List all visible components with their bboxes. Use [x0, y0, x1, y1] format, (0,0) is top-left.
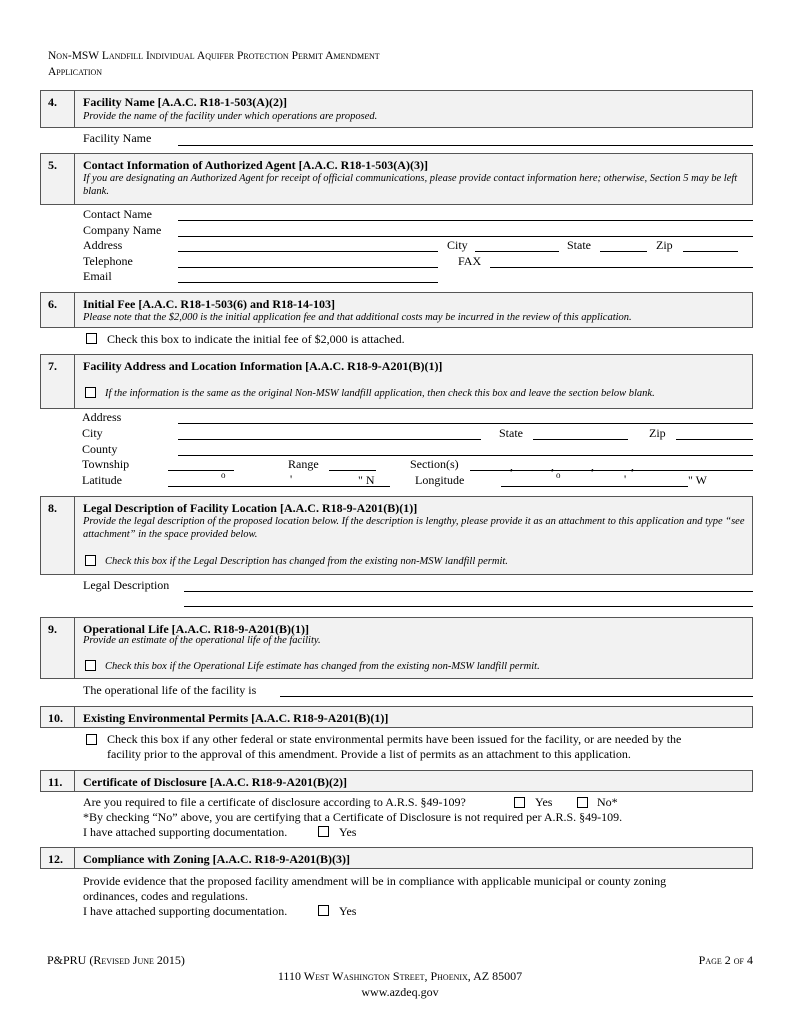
disclosure-no-label: No*	[597, 795, 618, 809]
telephone-label: Telephone	[83, 254, 133, 268]
legal-description-changed-checkbox[interactable]	[85, 555, 96, 566]
section-divider	[74, 355, 75, 408]
section-number: 10.	[48, 711, 63, 725]
address-label: Address	[82, 410, 122, 424]
city-field[interactable]	[475, 251, 559, 252]
longitude-label: Longitude	[415, 473, 465, 487]
section-title: Compliance with Zoning [A.A.C. R18-9-A201(B)(3)]	[83, 852, 350, 866]
section-divider	[74, 707, 75, 727]
disclosure-question: Are you required to file a certificate of disclosure according to A.R.S. §49-109?	[83, 795, 466, 809]
email-label: Email	[83, 269, 112, 283]
section-number: 11.	[48, 775, 63, 789]
section-number: 4.	[48, 95, 57, 109]
section-11-header	[40, 770, 753, 792]
address-label: Address	[83, 238, 123, 252]
county-label: County	[82, 442, 118, 456]
header-title-line2: Application	[48, 66, 103, 78]
section-4-header	[40, 90, 753, 128]
zoning-attached-yes: Yes	[339, 904, 357, 918]
zip-label: Zip	[649, 426, 666, 440]
zoning-text-line1: Provide evidence that the proposed facility amendment will be in compliance with applicable municipal or county zoning	[83, 874, 667, 888]
section-divider	[74, 618, 75, 678]
state-label: State	[567, 238, 591, 252]
longitude-degree-mark: o	[556, 470, 561, 480]
legal-description-field-1[interactable]	[184, 591, 753, 592]
sections-comma: ,	[591, 459, 594, 473]
facility-county-field[interactable]	[178, 455, 753, 456]
zoning-attached-label: I have attached supporting documentation.	[83, 904, 288, 918]
footer-url[interactable]: www.azdeq.gov	[361, 985, 439, 999]
fax-label: FAX	[458, 254, 482, 268]
same-address-checkbox-label: If the information is the same as the original Non-MSW landfill application, then check this box and leave the section below blank.	[105, 388, 655, 399]
disclosure-attached-yes: Yes	[339, 825, 357, 839]
section-8-header	[40, 496, 753, 575]
sections-label: Section(s)	[410, 457, 459, 471]
section-6-header	[40, 292, 753, 328]
section-number: 8.	[48, 501, 57, 515]
section-note: Provide the name of the facility under which operations are proposed.	[83, 111, 378, 122]
city-label: City	[447, 238, 468, 252]
section-divider	[74, 154, 75, 204]
company-name-label: Company Name	[83, 223, 162, 237]
section-title: Facility Name [A.A.C. R18-1-503(A)(2)]	[83, 95, 287, 109]
operational-life-field[interactable]	[280, 696, 753, 697]
section-12-header	[40, 847, 753, 869]
latitude-minute-mark: '	[290, 472, 293, 486]
section-divider	[74, 91, 75, 127]
facility-name-field[interactable]	[178, 145, 753, 146]
section-10-header	[40, 706, 753, 728]
zip-field[interactable]	[683, 251, 738, 252]
section-title: Legal Description of Facility Location [A.A.C. R18-9-A201(B)(1)]	[83, 501, 418, 515]
section-note: If you are designating an Authorized Agent for receipt of official communications, please provide contact information here; otherwise, Section 5 may be left blank.	[83, 173, 738, 197]
disclosure-attached-checkbox[interactable]	[318, 826, 329, 837]
longitude-field[interactable]	[501, 486, 688, 487]
longitude-west: " W	[688, 473, 708, 487]
range-label: Range	[288, 457, 319, 471]
section-divider	[74, 771, 75, 791]
telephone-field[interactable]	[178, 267, 438, 268]
sections-comma: ,	[510, 459, 513, 473]
disclosure-yes-checkbox[interactable]	[514, 797, 525, 808]
latitude-label: Latitude	[82, 473, 122, 487]
footer-address: 1110 West Washington Street, Phoenix, AZ 85007	[277, 969, 523, 983]
legal-description-changed-label: Check this box if the Legal Description has changed from the existing non-MSW landfill permit.	[105, 556, 508, 567]
operational-life-changed-checkbox[interactable]	[85, 660, 96, 671]
section-number: 9.	[48, 622, 57, 636]
latitude-degree-mark: o	[221, 470, 226, 480]
facility-name-label: Facility Name	[83, 131, 152, 145]
section-title: Facility Address and Location Information [A.A.C. R18-9-A201(B)(1)]	[83, 359, 443, 373]
environmental-permits-checkbox[interactable]	[86, 734, 97, 745]
same-address-checkbox[interactable]	[85, 387, 96, 398]
section-title: Initial Fee [A.A.C. R18-1-503(6) and R18-14-103]	[83, 297, 335, 311]
township-label: Township	[82, 457, 130, 471]
sections-comma: ,	[631, 459, 634, 473]
company-name-field[interactable]	[178, 236, 753, 237]
legal-description-field-2[interactable]	[184, 606, 753, 607]
section-number: 5.	[48, 158, 57, 172]
city-label: City	[82, 426, 103, 440]
contact-name-label: Contact Name	[83, 207, 152, 221]
disclosure-no-checkbox[interactable]	[577, 797, 588, 808]
environmental-permits-label-line2: facility prior to the approval of this amendment. Provide a list of permits as an attachment to this application.	[107, 747, 631, 761]
operational-life-label: The operational life of the facility is	[83, 683, 257, 697]
longitude-minute-mark: '	[624, 472, 627, 486]
latitude-field[interactable]	[168, 486, 390, 487]
section-note: Please note that the $2,000 is the initial application fee and that additional costs may be incurred in the review of this application.	[83, 312, 632, 323]
address-field[interactable]	[178, 251, 438, 252]
section-divider	[74, 497, 75, 574]
facility-address-field[interactable]	[178, 423, 753, 424]
zip-label: Zip	[656, 238, 673, 252]
state-label: State	[499, 426, 523, 440]
document-header	[48, 48, 380, 80]
zoning-attached-checkbox[interactable]	[318, 905, 329, 916]
legal-description-label: Legal Description	[83, 578, 170, 592]
section-divider	[74, 293, 75, 327]
section-5-header	[40, 153, 753, 205]
section-9-header	[40, 617, 753, 679]
contact-name-field[interactable]	[178, 220, 753, 221]
initial-fee-checkbox[interactable]	[86, 333, 97, 344]
section-title: Operational Life [A.A.C. R18-9-A201(B)(1)]	[83, 622, 309, 636]
section-number: 12.	[48, 852, 63, 866]
facility-state-field[interactable]	[533, 439, 628, 440]
facility-city-field[interactable]	[178, 439, 481, 440]
zoning-text-line2: ordinances, codes and regulations.	[83, 889, 248, 903]
footer-page-number: Page 2 of 4	[698, 953, 753, 967]
section-7-header	[40, 354, 753, 409]
section-title: Contact Information of Authorized Agent [A.A.C. R18-1-503(A)(3)]	[83, 158, 428, 172]
email-field[interactable]	[178, 282, 438, 283]
section-divider	[74, 848, 75, 868]
initial-fee-checkbox-label: Check this box to indicate the initial fee of $2,000 is attached.	[107, 332, 405, 346]
operational-life-changed-label: Check this box if the Operational Life estimate has changed from the existing non-MSW landfill permit.	[105, 661, 540, 672]
section-note: Provide the legal description of the proposed location below. If the description is lengthy, please provide it as an attachment to this application and type “see attachment” in the space provided below.	[83, 516, 745, 540]
disclosure-attached-label: I have attached supporting documentation.	[83, 825, 288, 839]
disclosure-note: *By checking “No” above, you are certifying that a Certificate of Disclosure is not required per A.R.S. §49-109.	[83, 810, 623, 824]
header-title-line1: Non-MSW Landfill Individual Aquifer Protection Permit Amendment	[48, 50, 380, 62]
facility-zip-field[interactable]	[676, 439, 753, 440]
state-field[interactable]	[600, 251, 647, 252]
disclosure-yes-label: Yes	[535, 795, 553, 809]
range-field[interactable]	[329, 470, 376, 471]
section-title: Certificate of Disclosure [A.A.C. R18-9-A201(B)(2)]	[83, 775, 348, 789]
latitude-north: " N	[358, 473, 375, 487]
footer-revision: P&PRU (Revised June 2015)	[47, 953, 185, 967]
section-number: 6.	[48, 297, 57, 311]
section-note: Provide an estimate of the operational life of the facility.	[83, 635, 321, 646]
section-number: 7.	[48, 359, 57, 373]
sections-comma: ,	[551, 459, 554, 473]
environmental-permits-label-line1: Check this box if any other federal or state environmental permits have been issued for the facility, or are needed by the	[107, 732, 682, 746]
section-title: Existing Environmental Permits [A.A.C. R18-9-A201(B)(1)]	[83, 711, 389, 725]
fax-field[interactable]	[490, 267, 753, 268]
